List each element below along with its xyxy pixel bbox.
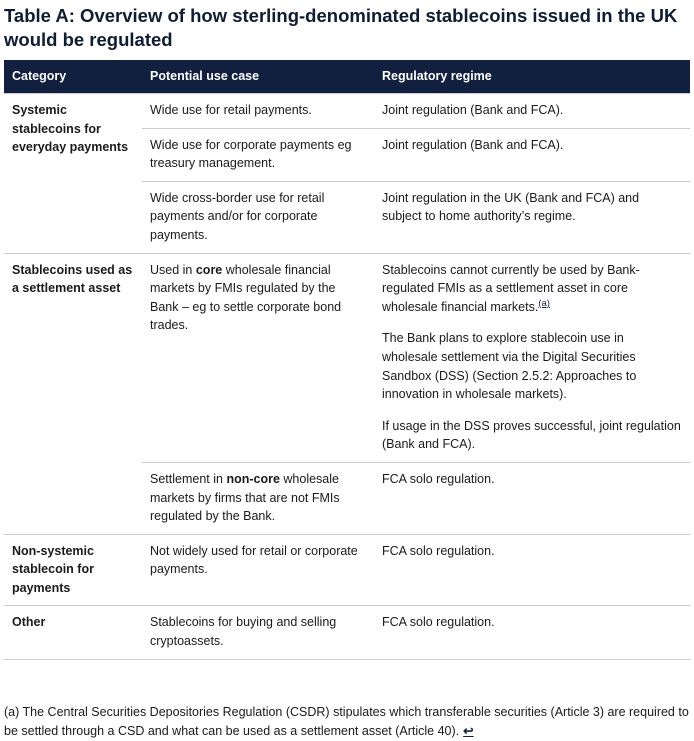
table-row [4,606,690,659]
regime-paragraph: If usage in the DSS proves successful, joint regulation (Bank and FCA). [382,418,681,452]
footnote-link[interactable]: (a) [538,297,550,309]
use-case-cell: Stablecoins for buying and selling cryptoassets. [150,615,337,649]
use-case-cell: Wide cross-border use for retail payments and/or for corporate payments. [142,181,374,253]
core-emphasis: core [195,262,223,277]
use-case-cell: Settlement in non-core wholesale markets by firms that are not FMIs regulated by the Bank. [142,462,374,534]
category-cell: Other [12,615,46,630]
regime-cell: Joint regulation in the UK (Bank and FCA) and subject to home authority’s regime. [374,181,690,253]
non-core-emphasis: non-core [226,471,280,486]
use-case-cell: Wide use for corporate payments eg treasury management. [142,128,374,181]
regime-cell: Joint regulation (Bank and FCA). [382,103,564,117]
return-arrow-icon[interactable]: ↩ [463,724,474,738]
regime-paragraph: The Bank plans to explore stablecoin use in wholesale settlement via the Digital Securities Sandbox (DSS) (Section 2.5.2: Approaches to innovation in wholesale markets). [382,331,637,402]
table-row [4,94,690,129]
category-cell: Stablecoins used as a settlement asset [12,262,133,296]
category-cell: Non-systemic stablecoin for payments [12,543,94,595]
table-title: Table A: Overview of how sterling-denominated stablecoins issued in the UK would be regulated [4,5,678,50]
header-regime: Regulatory regime [374,60,690,94]
use-case-cell: Used in core wholesale financial markets by FMIs regulated by the Bank – eg to settle corporate bond trades. [150,262,342,333]
header-category: Category [4,60,142,94]
regime-cell: FCA solo regulation. [374,462,690,534]
regime-cell: FCA solo regulation. [382,543,495,558]
use-case-cell: Wide use for retail payments. [150,103,312,117]
regulation-table-container [4,60,690,660]
use-case-cell: Not widely used for retail or corporate payments. [150,543,358,577]
header-use-case: Potential use case [142,60,374,94]
regime-cell: Joint regulation (Bank and FCA). [374,128,690,181]
table-row [4,534,690,606]
table-header-row [4,60,690,94]
regime-paragraph: Stablecoins cannot currently be used by Bank-regulated FMIs as a settlement asset in core wholesale financial markets.$^{(a)}$ [382,262,640,314]
footnote-text: (a) The Central Securities Depositories Regulation (CSDR) stipulates which transferable securities (Article 3) are required to be settled through a CSD and what can be used as a settlement asset (Article 40). [4,705,689,738]
category-cell: Systemic stablecoins for everyday payments [12,103,129,155]
footnote [4,703,690,741]
table-row [4,253,690,462]
regime-cell [374,253,690,462]
regulation-table [4,60,690,660]
regime-cell: FCA solo regulation. [382,615,495,630]
